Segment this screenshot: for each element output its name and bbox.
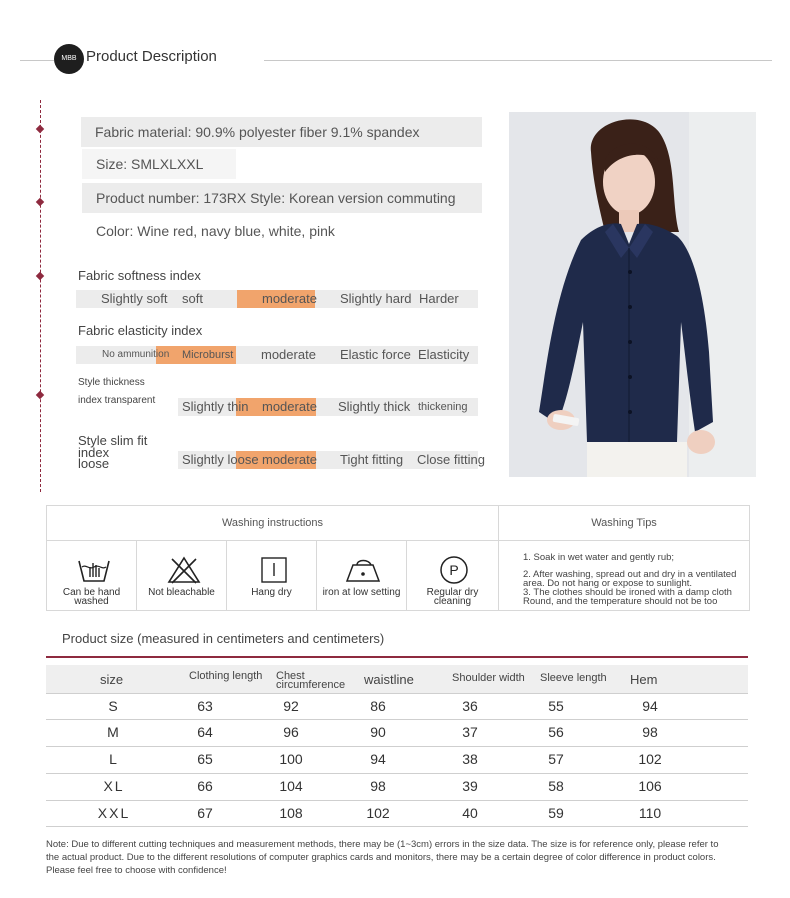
row-divider bbox=[46, 746, 748, 747]
thickness-index-bar bbox=[178, 398, 478, 416]
washing-tip: 1. Soak in wet water and gently rub; bbox=[523, 552, 675, 563]
softness-index-bar bbox=[76, 290, 478, 308]
size-value-cell: 106 bbox=[638, 778, 662, 794]
size-value-cell: 40 bbox=[462, 805, 478, 821]
wash-cell bbox=[47, 541, 137, 611]
marker-icon bbox=[36, 391, 44, 399]
size-value-cell: 102 bbox=[638, 751, 662, 767]
size-header: waistline bbox=[364, 672, 414, 687]
size-value-cell: 104 bbox=[279, 778, 303, 794]
washing-instructions-header: Washing instructions bbox=[47, 506, 499, 541]
slimfit-option-selected: moderate bbox=[262, 452, 317, 467]
section-divider-vertical bbox=[40, 100, 41, 492]
spec-color: Color: Wine red, navy blue, white, pink bbox=[96, 223, 335, 239]
slimfit-option: Tight fitting bbox=[340, 452, 404, 467]
marker-icon bbox=[36, 125, 44, 133]
hand-wash-icon bbox=[77, 555, 111, 585]
elasticity-option: moderate bbox=[261, 347, 316, 362]
page-title: Product Description bbox=[86, 48, 217, 65]
size-value-cell: 92 bbox=[283, 698, 299, 714]
washing-table bbox=[46, 505, 750, 611]
elasticity-option: No ammunition bbox=[102, 349, 170, 360]
spec-product-number: Product number: 173RX Style: Korean version commuting bbox=[82, 183, 482, 213]
size-value-cell: 57 bbox=[548, 751, 564, 767]
size-value-cell: 65 bbox=[197, 751, 213, 767]
size-label-cell: S bbox=[108, 698, 120, 714]
size-label-cell: XL bbox=[103, 778, 125, 794]
softness-option: Slightly hard bbox=[340, 291, 412, 306]
size-header: Clothing length bbox=[189, 670, 263, 682]
wash-cell bbox=[137, 541, 227, 611]
wash-label: Regular dry cleaning bbox=[426, 587, 479, 607]
size-value-cell: 56 bbox=[548, 724, 564, 740]
softness-option-selected: moderate bbox=[262, 291, 317, 306]
wash-label: Hang dry bbox=[251, 587, 292, 598]
thickness-option: thickening bbox=[418, 401, 468, 413]
thickness-option: Slightly thick bbox=[338, 399, 411, 414]
wash-label: iron at low setting bbox=[322, 587, 401, 598]
size-label-cell: M bbox=[107, 724, 121, 740]
size-value-cell: 36 bbox=[462, 698, 478, 714]
size-label-cell: L bbox=[109, 751, 119, 767]
softness-option: soft bbox=[182, 291, 203, 306]
product-model-photo bbox=[509, 112, 756, 477]
thickness-index-subtitle: index transparent bbox=[78, 395, 156, 406]
spec-size: Size: SMLXLXXL bbox=[82, 149, 236, 179]
softness-option: Slightly soft bbox=[101, 291, 168, 306]
size-value-cell: 64 bbox=[197, 724, 213, 740]
size-value-cell: 37 bbox=[462, 724, 478, 740]
wash-label: Can be hand washed bbox=[62, 587, 121, 607]
elasticity-index-title: Fabric elasticity index bbox=[78, 323, 203, 338]
size-value-cell: 59 bbox=[548, 805, 564, 821]
washing-tips-header: Washing Tips bbox=[499, 506, 749, 541]
washing-tip: 3. The clothes should be ironed with a damp cloth Round, and the temperature should not be too bbox=[523, 587, 732, 607]
size-value-cell: 63 bbox=[197, 698, 213, 714]
wash-cell bbox=[227, 541, 317, 611]
size-value-cell: 98 bbox=[370, 778, 386, 794]
iron-low-icon bbox=[343, 555, 383, 585]
elasticity-option: Elasticity bbox=[418, 347, 470, 362]
header-badge-text: MBB bbox=[61, 55, 77, 62]
slimfit-index-subtitle: index bbox=[78, 445, 110, 460]
elasticity-option-selected: Microburst bbox=[182, 349, 234, 361]
slimfit-option: Close fitting bbox=[417, 452, 485, 467]
size-header: Chest circumference bbox=[276, 670, 346, 691]
size-value-cell: 38 bbox=[462, 751, 478, 767]
spec-fabric: Fabric material: 90.9% polyester fiber 9.1% spandex bbox=[81, 117, 482, 147]
size-value-cell: 86 bbox=[370, 698, 386, 714]
model-illustration bbox=[509, 112, 756, 477]
hang-dry-icon bbox=[257, 555, 291, 585]
size-value-cell: 67 bbox=[197, 805, 213, 821]
row-divider bbox=[46, 719, 748, 720]
thickness-index-title: Style thickness bbox=[78, 377, 145, 388]
size-header: size bbox=[100, 672, 124, 687]
header-badge-icon bbox=[54, 44, 84, 74]
row-divider bbox=[46, 800, 748, 801]
marker-icon bbox=[36, 272, 44, 280]
no-bleach-icon bbox=[167, 555, 201, 585]
slimfit-option: Slightly loose bbox=[182, 452, 259, 467]
size-value-cell: 66 bbox=[197, 778, 213, 794]
size-header: Shoulder width bbox=[452, 672, 525, 684]
size-value-cell: 55 bbox=[548, 698, 564, 714]
size-value-cell: 102 bbox=[366, 805, 390, 821]
dry-clean-icon bbox=[437, 555, 471, 585]
svg-text:P: P bbox=[449, 562, 459, 578]
wash-label: Not bleachable bbox=[148, 587, 215, 598]
header-line-right bbox=[264, 60, 772, 61]
thickness-option: Slightly thin bbox=[182, 399, 249, 414]
slimfit-index-bar bbox=[178, 451, 485, 469]
size-value-cell: 39 bbox=[462, 778, 478, 794]
elasticity-option: Elastic force bbox=[340, 347, 411, 362]
size-note: Note: Due to different cutting techniques and measurement methods, there may be (1~3cm) errors in the size data. The size is for reference only, please refer to the actual product. Due to the different resolutions of computer graphics cards and monitors, there may be a certain degree of color difference in product colors. Please feel free to choose with confidence! bbox=[46, 839, 719, 876]
row-divider bbox=[46, 773, 748, 774]
softness-option: Harder bbox=[419, 291, 459, 306]
size-header: Sleeve length bbox=[540, 672, 607, 684]
thickness-option-selected: moderate bbox=[262, 399, 317, 414]
size-value-cell: 94 bbox=[370, 751, 386, 767]
size-value-cell: 98 bbox=[642, 724, 658, 740]
slimfit-index-subtitle-2: loose bbox=[78, 456, 110, 471]
size-value-cell: 100 bbox=[279, 751, 303, 767]
size-table-title: Product size (measured in centimeters and centimeters) bbox=[62, 631, 385, 646]
size-value-cell: 58 bbox=[548, 778, 564, 794]
elasticity-index-bar bbox=[76, 346, 478, 364]
size-value-cell: 90 bbox=[370, 724, 386, 740]
size-header: Hem bbox=[630, 672, 658, 687]
size-table-top-rule bbox=[46, 656, 748, 658]
row-divider bbox=[46, 693, 748, 694]
size-value-cell: 110 bbox=[638, 805, 662, 821]
size-label-cell: XXL bbox=[97, 805, 131, 821]
row-divider bbox=[46, 826, 748, 827]
wash-cell bbox=[407, 541, 499, 611]
size-value-cell: 94 bbox=[642, 698, 658, 714]
size-value-cell: 96 bbox=[283, 724, 299, 740]
softness-index-title: Fabric softness index bbox=[78, 268, 201, 283]
slimfit-index-title: Style slim fit bbox=[78, 433, 148, 448]
washing-tip: 2. After washing, spread out and dry in a ventilated area. Do not hang or expose to sunlight. bbox=[523, 569, 737, 589]
wash-cell bbox=[317, 541, 407, 611]
marker-icon bbox=[36, 198, 44, 206]
header-line-left bbox=[20, 60, 54, 61]
size-value-cell: 108 bbox=[279, 805, 303, 821]
